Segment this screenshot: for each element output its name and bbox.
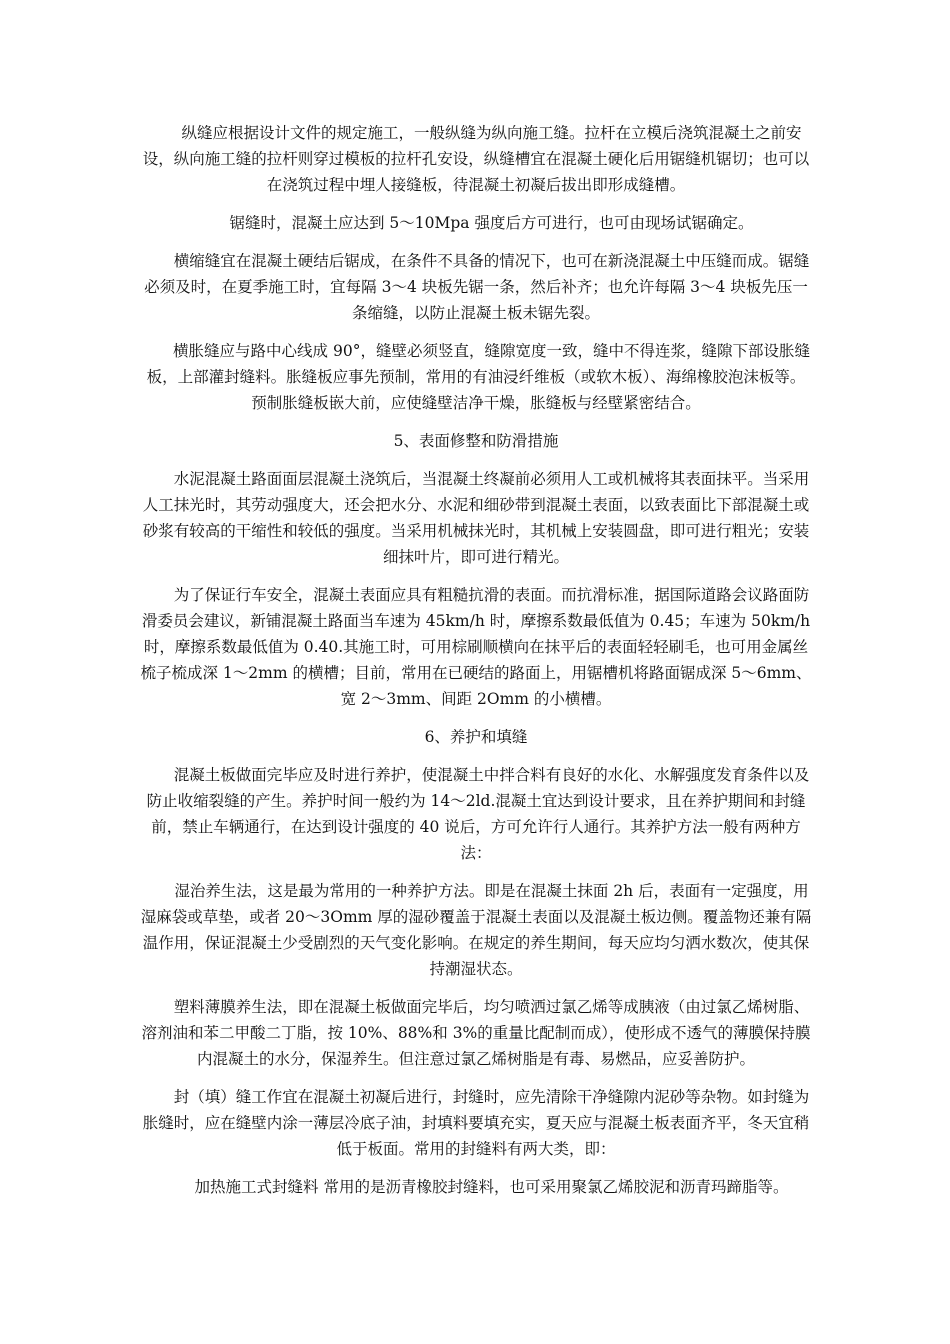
paragraph-sawing: 锯缝时，混凝土应达到 5～10Mpa 强度后方可进行，也可由现场试锯确定。 [229,214,754,232]
paragraph-longitudinal-joint: 纵缝应根据设计文件的规定施工，一般纵缝为纵向施工缝。拉杆在立模后浇筑混凝土之前安设，纵向施工缝的拉杆则穿过模板的拉杆孔安设，纵缝槽宜在混凝土硬化后用锯缝机锯切；也可以在浇筑过程中埋人接缝板，待混凝土初凝后拔出即形成缝槽。 [142,124,810,194]
section-heading-surface-finishing: 5、表面修整和防滑措施 [393,432,559,450]
paragraph-curing: 混凝土板做面完毕应及时进行养护，使混凝土中拌合料有良好的水化、水解强度发育条件以及防止收缩裂缝的产生。养护时间一般约为 14～2ld.混凝土宜达到设计要求，且在养护期间和封缝前，禁止车辆通行，在达到设计强度的 40 说后，方可允许行人通行。其养护方法一般有两种方法： [146,766,810,862]
paragraph-skid-resistance: 为了保证行车安全，混凝土表面应具有粗糙抗滑的表面。而抗滑标准，据国际道路会议路面防滑委员会建议，新铺混凝土路面当车速为 45km/h 时，摩擦系数最低值为 0.45；车速为 50km/h 时，摩擦系数最低值为 0.40.其施工时，可用棕刷顺横向在抹平后的表面轻轻刷毛，也可用金属丝梳子梳成深 1～2mm 的横槽；目前，常用在已硬结的路面上，用锯槽机将路面锯成深 5～6mm、宽 2～3mm、间距 2Omm 的小横槽。 [140,586,812,708]
section-heading-curing-and-sealing: 6、养护和填缝 [424,728,528,746]
paragraph-transverse-expansion-joint: 横胀缝应与路中心线成 90°，缝壁必须竖直，缝隙宽度一致，缝中不得连浆，缝隙下部设胀缝板，上部灌封缝料。胀缝板应事先预制，常用的有油浸纤维板（或软木板）、海绵橡胶泡沫板等。预制胀缝板嵌大前，应使缝壁洁净干燥，胀缝板与经壁紧密结合。 [146,342,810,412]
paragraph-hot-applied-sealant: 加热施工式封缝料 常用的是沥青橡胶封缝料，也可采用聚氯乙烯胶泥和沥青玛蹄脂等。 [194,1178,789,1196]
paragraph-membrane-curing: 塑料薄膜养生法，即在混凝土板做面完毕后，均匀喷洒过氯乙烯等成胰液（由过氯乙烯树脂、溶剂油和苯二甲酸二丁脂，按 10%、88%和 3%的重量比配制而成），使形成不透气的薄膜保持膜内混凝土的水分，保湿养生。但注意过氯乙烯树脂是有毒、易燃品，应妥善防护。 [141,998,811,1068]
paragraph-wet-curing: 湿治养生法，这是最为常用的一种养护方法。即是在混凝土抹面 2h 后，表面有一定强度，用湿麻袋或草垫，或者 20～3Omm 厚的湿砂覆盖于混凝土表面以及混凝土板边侧。覆盖物还兼有隔温作用，保证混凝土少受剧烈的天气变化影响。在规定的养生期间，每天应均匀洒水数次，使其保持潮湿状态。 [140,882,812,978]
paragraph-transverse-contraction-joint: 横缩缝宜在混凝土硬结后锯成，在条件不具备的情况下，也可在新浇混凝土中压缝而成。锯缝必须及时，在夏季施工时，宜每隔 3～4 块板先锯一条，然后补齐；也允许每隔 3～4 块板先压一条缩缝，以防止混凝土板未锯先裂。 [144,252,810,322]
paragraph-joint-sealing: 封（填）缝工作宜在混凝土初凝后进行，封缝时，应先清除干净缝隙内泥砂等杂物。如封缝为胀缝时，应在缝壁内涂一薄层冷底子油，封填料要填充实，夏天应与混凝土板表面齐平，冬天宜稍低于板面。常用的封缝料有两大类，即： [142,1088,810,1158]
document-page [140,120,812,1212]
paragraph-surface-smoothing: 水泥混凝土路面面层混凝土浇筑后，当混凝土终凝前必须用人工或机械将其表面抹平。当采用人工抹光时，其劳动强度大，还会把水分、水泥和细砂带到混凝土表面，以致表面比下部混凝土或砂浆有较高的干缩性和较低的强度。当采用机械抹光时，其机械上安装圆盘，即可进行粗光；安装细抹叶片，即可进行精光。 [142,470,810,566]
